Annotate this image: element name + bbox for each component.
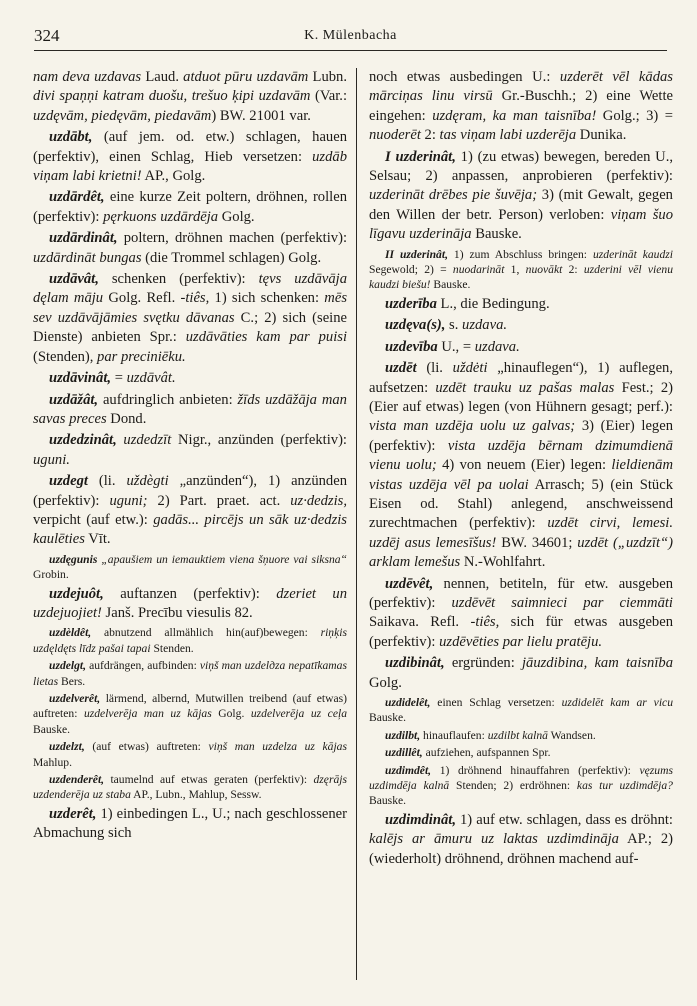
dictionary-entry — [33, 128, 347, 186]
example-text: uzdēt trauku uz pašas malas — [435, 379, 615, 396]
headword: uzdęgunis — [49, 552, 98, 566]
headword: uzderība — [385, 295, 437, 312]
dictionary-entry — [33, 369, 347, 388]
headword: uzdèldêt, — [49, 626, 92, 640]
dictionary-entry — [33, 431, 347, 470]
headword: uzdāvinât, — [49, 370, 112, 387]
example-text: -tiês, — [470, 614, 500, 631]
example-text: uzdęram, ka man taisnība! — [432, 107, 597, 124]
example-text: viņš man uzdelza uz kājas — [208, 740, 347, 754]
definition-text: Golg.; 3) = — [596, 107, 673, 124]
definition-text: Bauske. — [471, 226, 522, 243]
definition-text: N.-Wohlfahrt. — [460, 554, 546, 571]
dictionary-entry — [33, 739, 347, 770]
definition-text: Dond. — [106, 410, 147, 427]
definition-text: Wandsen. — [547, 728, 596, 742]
definition-text: „anzünden“), 1) anzünden (perfektiv): — [33, 473, 347, 509]
headword: uzdevība — [385, 338, 438, 355]
definition-text: ergründen: — [444, 655, 522, 672]
definition-text: Golg. — [218, 208, 255, 225]
definition-text: Gr.-Buschh.; 2) eine Wette eingehen: — [369, 88, 673, 124]
page-number: 324 — [34, 26, 60, 45]
dictionary-entry — [33, 625, 347, 656]
definition-text: lärmend, albernd, Mutwillen treibend (auf etwas) auftreten: — [33, 692, 347, 721]
definition-text: aufdrängen, aufbinden: — [86, 659, 200, 673]
definition-text: 1, — [504, 263, 526, 277]
example-text: „apaušiem un iemauktiem viena šņuore vai siksna“ — [101, 552, 347, 566]
definition-text: Nigr., anzünden (perfektiv): — [171, 432, 347, 449]
dictionary-entry — [369, 295, 673, 314]
example-text: uzdēt („uzdzīt“) arklam lemešus — [369, 534, 673, 571]
example-text: lieldienām vistas uzdēja vēl pa uolai — [369, 457, 673, 493]
definition-text: (die Trommel schlagen) Golg. — [141, 249, 322, 266]
definition-text: 1) (zu etwas) bewegen, bereden U., Selsau; 2) anpassen, anprobieren (perfektiv): — [369, 148, 673, 185]
definition-text: 1) auf etw. schlagen, dass es dröhnt: — [455, 811, 673, 828]
example-text: uzdelverēja man uz kājas — [83, 707, 212, 721]
example-text: dzeriet un uzdejuojiet! — [33, 585, 348, 621]
definition-text: 2: — [562, 263, 584, 277]
dictionary-entry — [369, 728, 673, 743]
definition-text: (li. — [416, 360, 453, 377]
dictionary-entry — [369, 575, 673, 653]
example-text: uzdārdināt bungas — [33, 249, 142, 266]
headword: uzdēt — [385, 360, 417, 377]
definition-text: (Var.: — [310, 88, 347, 105]
definition-text: 3) (mit Gewalt, gegen den Willen der betr. Person) verloben: — [369, 187, 673, 223]
headword: uzdęva(s), — [385, 317, 446, 334]
headword: II uzderinât, — [385, 247, 448, 261]
example-text: uzdāvāties kam par puisi — [185, 329, 347, 346]
definition-text: s. — [445, 317, 463, 334]
column-divider — [356, 68, 357, 980]
example-text: uzdāb viņam labi krietni! — [33, 148, 347, 185]
example-text: uzderināt drēbes pie šuvēja; — [369, 187, 538, 204]
example-text: uzdēvēt saimnieci par ciemmāti — [451, 594, 673, 611]
example-text: uždègti — [126, 473, 169, 490]
dictionary-entry — [33, 188, 347, 227]
definition-text: 1) dröhnend hinauffahren (perfektiv): — [431, 763, 640, 777]
headword: uzdilbt, — [385, 728, 421, 742]
definition-text: 2) Part. praet. act. — [147, 492, 291, 509]
headword: uzdāvât, — [49, 271, 99, 288]
definition-text: ) BW. 21001 var. — [211, 107, 311, 124]
definition-text: U., = — [437, 338, 475, 355]
definition-text: Lubn. — [308, 69, 348, 85]
headword: uzdēvêt, — [385, 575, 434, 592]
definition-text: (auf etwas) auftreten: — [84, 740, 209, 754]
example-text: atduot pūru uzdavām — [183, 69, 309, 85]
definition-text: 4) von neuem (Eier) legen: — [436, 457, 612, 474]
headword: uzderêt, — [49, 805, 97, 822]
definition-text: Arrasch; 5) (ein Stück Eisen od. Stahl) anlegend, anschweissend zurechtmachen (perfektiv): — [369, 476, 674, 532]
definition-text: einen Schlag versetzen: — [430, 696, 562, 709]
right-column — [369, 68, 673, 871]
dictionary-entry — [369, 745, 673, 760]
definition-text: C.; 2) sich (seine Dienste) anbieten Spr.: — [33, 309, 347, 346]
definition-text: noch etwas ausbedingen U.: — [369, 69, 560, 85]
definition-text: = — [111, 370, 127, 387]
definition-text: 1) zum Abschluss bringen: — [447, 247, 593, 261]
example-text: uzdelverēja uz ceļa — [250, 707, 347, 721]
definition-text: Vīt. — [84, 531, 111, 548]
definition-text: (auf jem. od. etw.) schlagen, hauen (perfektiv), einen Schlag, Hieb versetzen: — [33, 129, 347, 165]
definition-text: AP., Lubn., Mahlup, Sessw. — [130, 788, 262, 802]
dictionary-entry — [369, 654, 673, 693]
running-head: K. Mülenbacha — [304, 28, 397, 43]
definition-text: auftanzen (perfektiv): — [103, 585, 277, 602]
definition-text: eine kurze Zeit poltern, dröhnen, rollen (perfektiv): — [33, 189, 347, 225]
example-text: tas viņam labi uzderēja — [439, 127, 577, 144]
headword: uzdelgt, — [49, 659, 87, 673]
definition-text: Bauske. — [369, 711, 407, 725]
example-text: riņķis uzdęldęts līdz pašai tapai — [33, 626, 347, 655]
dictionary-entry — [33, 805, 347, 844]
definition-text: Segewold; 2) = — [369, 263, 453, 277]
definition-text: 1) sich schenken: — [209, 290, 325, 307]
example-text: uzdidelēt kam ar vicu — [561, 696, 673, 709]
definition-text: Stenden; 2) erdröhnen: — [449, 779, 577, 793]
dictionary-entry — [369, 316, 673, 335]
headword: uzdārdêt, — [49, 189, 105, 206]
example-text: nam deva uzdavas — [33, 69, 142, 85]
example-text: žīds uzdāžāja man savas preces — [33, 391, 347, 427]
example-text: uzdęvām, piedęvām, piedavām — [33, 107, 212, 124]
dictionary-entry — [33, 472, 347, 550]
dictionary-entry — [33, 270, 347, 367]
definition-text: BW. 34601; — [496, 534, 578, 551]
dictionary-entry — [369, 695, 673, 726]
example-text: vista man uzdēja uolu uz galvas; — [369, 418, 576, 435]
definition-text: schenken (perfektiv): — [98, 271, 259, 288]
example-text: uzderināt kaudzi — [592, 247, 673, 261]
definition-text: (Stenden), — [33, 348, 98, 365]
definition-text: hinauflaufen: — [420, 728, 488, 742]
example-text: vęzums uzdimdēja kalnā — [369, 763, 673, 793]
definition-text: aufziehen, aufspannen Spr. — [422, 746, 551, 760]
headword: uzdegt — [49, 473, 88, 490]
dictionary-entry — [33, 691, 347, 737]
definition-text: 2: — [420, 127, 440, 144]
definition-text: Saikava. Refl. — [369, 614, 471, 631]
definition-text: „hinauflegen“), 1) auflegen, aufsetzen: — [369, 360, 673, 396]
definition-text: abnutzend allmählich hin(auf)bewegen: — [91, 626, 321, 640]
dictionary-entry — [369, 763, 673, 809]
dictionary-entry — [33, 68, 347, 126]
definition-text: poltern, dröhnen machen (perfektiv): — [117, 230, 347, 247]
headword: uzdillêt, — [385, 746, 423, 760]
definition-text: Golg. — [369, 674, 402, 691]
definition-text: Fest.; 2) (Eier auf etwas) legen (von Hühnern gesagt; perf.): — [369, 379, 674, 415]
example-text: gadās... pircējs un sāk uz·dedzis kaulēties — [33, 511, 347, 548]
headword: uzdidelêt, — [385, 696, 431, 709]
definition-text: L., die Bedingung. — [436, 295, 550, 312]
left-column — [33, 68, 347, 846]
example-text: uzdēvēties par lielu pratēju. — [439, 633, 603, 650]
definition-text: sich für etwas ausgeben (perfektiv): — [369, 614, 673, 650]
example-text: par preciniēku. — [97, 348, 186, 365]
example-text: nuoderēt — [369, 127, 421, 144]
dictionary-entry — [369, 247, 673, 293]
headword: uzdejuôt, — [49, 585, 104, 602]
example-text: viņš man uzdelдza nepatīkamas lietas — [33, 659, 347, 688]
example-text: uždėti — [452, 360, 488, 377]
headword: I uzderinât, — [385, 148, 456, 165]
example-text: nuovākt — [525, 263, 563, 277]
definition-text: Bauske. — [369, 794, 407, 808]
definition-text: Mahlup. — [33, 755, 72, 769]
definition-text: Grobin. — [33, 568, 69, 582]
example-text: viņam šuo līgavu uzderināja — [369, 206, 673, 243]
headword: uzdenderêt, — [49, 773, 105, 787]
definition-text: (li. — [87, 473, 127, 490]
definition-text: Golg. — [211, 707, 251, 721]
definition-text: Bauske. — [430, 278, 471, 292]
example-text: uzdava. — [474, 338, 520, 355]
headword: uzdedzinât, — [49, 432, 117, 449]
dictionary-entry — [33, 229, 347, 268]
dictionary-entry — [33, 552, 347, 583]
definition-text: Laud. — [141, 69, 184, 85]
dictionary-entry — [369, 359, 673, 572]
example-text: uzdēt cirvi, lemesi. uzdēj asus lemesīšus! — [369, 515, 673, 551]
definition-text: Janš. Precību viesulis 82. — [101, 604, 253, 621]
headword: uzdelverêt, — [49, 692, 101, 705]
example-text: tęvs uzdāvāja dęlam māju — [33, 271, 347, 307]
example-text: kas tur uzdimdēja? — [576, 779, 673, 793]
example-text: uzdilbt kalnā — [487, 728, 548, 742]
dictionary-entry — [369, 148, 673, 245]
example-text: uzderēt vēl kādas mārciņas linu virsū — [369, 69, 673, 105]
example-text: jāuzdibina, kam taisnība — [521, 655, 673, 672]
dictionary-entry — [33, 658, 347, 689]
example-text: uzderini vēl vienu kaudzi biešu! — [369, 263, 673, 292]
definition-text: verpicht (auf etw.): — [33, 511, 154, 528]
dictionary-entry — [369, 811, 673, 869]
dictionary-entry — [33, 772, 347, 803]
definition-text: Bauske. — [33, 722, 71, 736]
definition-text: 3) (Eier) legen (perfektiv): — [369, 418, 673, 454]
definition-text: Golg. Refl. — [103, 290, 181, 307]
dictionary-entry — [33, 391, 347, 430]
example-text: dzęrājs uzdenderēja uz staba — [33, 773, 347, 802]
example-text: vista uzdēja bērnam dzimumdienā vienu uolu; — [369, 437, 673, 474]
example-text: pęrkuons uzdārdēja — [103, 208, 219, 225]
definition-text: nennen, betiteln, für etw. ausgeben (perfektiv): — [369, 575, 673, 611]
example-text: kalējs ar āmuru uz laktas uzdimdināja — [369, 831, 619, 848]
dictionary-entry — [369, 68, 673, 146]
example-text: mēs sev uzdāvājāmies svętku dāvanas — [33, 290, 347, 326]
headword: uzdimdinât, — [385, 811, 456, 828]
headword: uzdāžât, — [49, 391, 99, 408]
headword: uzdārdinât, — [49, 230, 118, 247]
example-text: uzdava. — [462, 317, 508, 334]
dictionary-entry — [369, 338, 673, 357]
definition-text: 1) einbedingen L., U.; nach geschlossener Abmachung sich — [33, 805, 347, 842]
example-text: nuodarināt — [452, 263, 505, 277]
headword: uzdibinât, — [385, 655, 445, 672]
example-text: uzdāvât. — [126, 370, 176, 387]
definition-text: taumelnd auf etwas geraten (perfektiv): — [104, 773, 314, 787]
definition-text: aufdringlich anbieten: — [98, 391, 238, 408]
headword: uzdābt, — [49, 129, 93, 146]
definition-text: Dunika. — [576, 127, 627, 144]
dictionary-entry — [33, 585, 347, 624]
headword: uzdelzt, — [49, 740, 85, 754]
example-text: uguni. — [33, 451, 70, 468]
example-text: uz·dedzis, — [290, 492, 347, 509]
example-text: uzdedzīt — [123, 432, 172, 449]
example-text: -tiês, — [180, 290, 210, 307]
example-text: uguni; — [109, 492, 148, 509]
definition-text: AP., Golg. — [141, 168, 206, 185]
definition-text: Stenden. — [150, 641, 194, 655]
example-text: divi spaņņi katram duošu, trešuo ķipi uzdavām — [33, 88, 311, 105]
page-header — [34, 26, 667, 51]
definition-text: Bers. — [58, 674, 86, 688]
definition-text: AP.; 2) (wiederholt) dröhnend, dröhnen machend auf- — [369, 831, 673, 867]
headword: uzdimdêt, — [385, 763, 432, 777]
